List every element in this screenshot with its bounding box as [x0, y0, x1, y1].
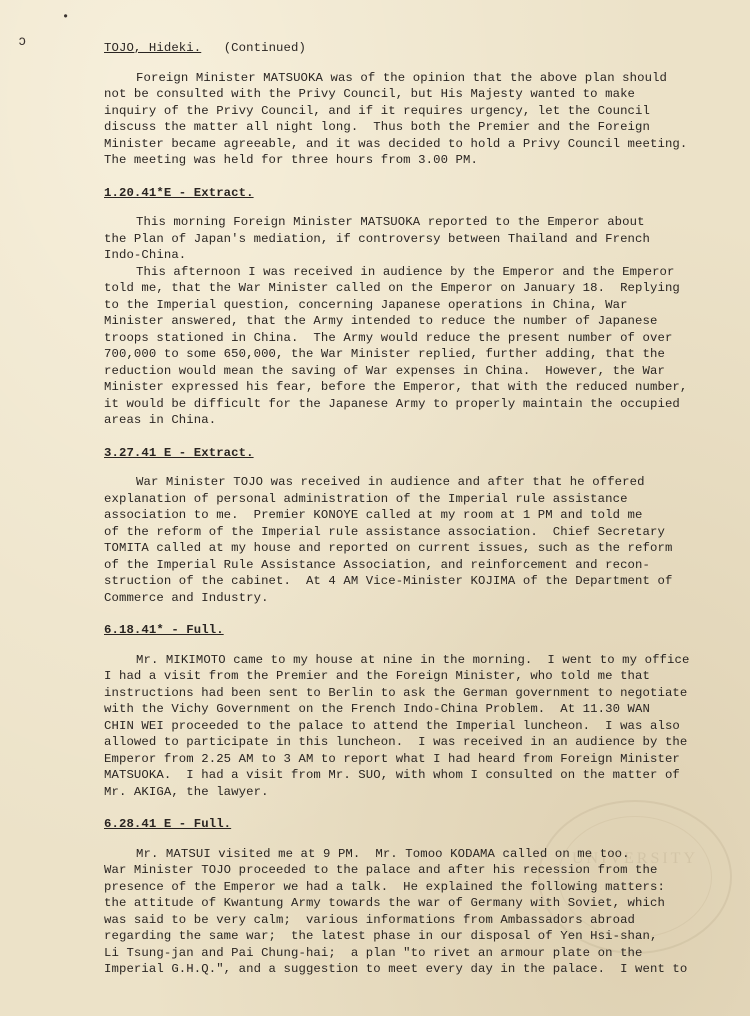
text-line: CHIN WEI proceeded to the palace to attend the Imperial luncheon. I was also	[104, 718, 680, 733]
entry-paragraph	[104, 846, 740, 978]
margin-hook-mark: ↄ	[18, 34, 27, 50]
text-line: Minister expressed his fear, before the Emperor, that with the reduced number,	[104, 380, 688, 394]
document-body	[104, 40, 740, 986]
text-line: MATSUOKA. I had a visit from Mr. SUO, with whom I consulted on the matter of	[104, 768, 680, 782]
diary-entry-4	[104, 808, 740, 978]
text-line: War Minister TOJO was received in audience and after that he offered	[136, 475, 645, 489]
text-line: Foreign Minister MATSUOKA was of the opinion that the above plan should	[136, 70, 668, 85]
text-line: discuss the matter all night long. Thus both the Premier and the Foreign	[104, 120, 650, 134]
text-line: This morning Foreign Minister MATSUOKA reported to the Emperor about	[136, 215, 645, 229]
text-line: Mr. MATSUI visited me at 9 PM. Mr. Tomoo KODAMA called on me too.	[136, 846, 630, 861]
entry-paragraph	[104, 652, 740, 801]
stamp-text: UNIVERSITY	[572, 850, 698, 867]
text-line: troops stationed in China. The Army would reduce the present number of over	[104, 330, 673, 345]
text-line: Indo-China.	[104, 248, 187, 262]
text-line: told me, that the War Minister called on the Emperor on January 18. Replying	[104, 281, 680, 295]
text-line: Commerce and Industry.	[104, 590, 269, 605]
text-line: was said to be very calm; various informations from Ambassadors abroad	[104, 912, 636, 927]
entry-date: 3.27.41 E - Extract.	[104, 445, 254, 460]
text-line: reduction would mean the saving of War expenses in China. However, the War	[104, 363, 665, 378]
text-line: This afternoon I was received in audience by the Emperor and the Emperor	[136, 264, 675, 279]
text-line: explanation of personal administration of the Imperial rule assistance	[104, 491, 628, 506]
page-header	[104, 40, 740, 57]
margin-dot-mark: •	[62, 10, 70, 24]
entry-date: 1.20.41*E - Extract.	[104, 185, 254, 200]
text-line: I had a visit from the Premier and the Foreign Minister, who told me that	[104, 669, 650, 683]
text-line: regarding the same war; the latest phase in our disposal of Yen Hsi-shan,	[104, 929, 658, 943]
text-line: areas in China.	[104, 413, 217, 427]
text-line: War Minister TOJO proceeded to the palace and after his recession from the	[104, 863, 658, 877]
header-continued: (Continued)	[223, 41, 306, 55]
text-line: the Plan of Japan's mediation, if controversy between Thailand and French	[104, 231, 650, 246]
text-line: with the Vichy Government on the French Indo-China Problem. At 11.30 WAN	[104, 702, 650, 716]
text-line: of the reform of the Imperial rule assistance association. Chief Secretary	[104, 524, 665, 539]
text-line: association to me. Premier KONOYE called at my room at 1 PM and told me	[104, 508, 643, 522]
entry-paragraph	[104, 214, 740, 264]
text-line: Minister answered, that the Army intended to reduce the number of Japanese	[104, 314, 658, 328]
text-line: the attitude of Kwantung Army towards the war of Germany with Soviet, which	[104, 896, 665, 910]
text-line: Emperor from 2.25 AM to 3 AM to report what I had heard from Foreign Minister	[104, 751, 680, 766]
text-line: inquiry of the Privy Council, and if it requires urgency, let the Council	[104, 103, 650, 118]
text-line: instructions had been sent to Berlin to ask the German government to negotiate	[104, 685, 688, 700]
text-line: 700,000 to some 650,000, the War Minister replied, further adding, that the	[104, 347, 665, 361]
text-line: The meeting was held for three hours from 3.00 PM.	[104, 153, 478, 167]
text-line: Mr. AKIGA, the lawyer.	[104, 784, 269, 799]
text-line: allowed to participate in this luncheon. I was received in an audience by the	[104, 735, 688, 749]
text-line: it would be difficult for the Japanese Army to properly maintain the occupied	[104, 396, 680, 411]
text-line: to the Imperial question, concerning Japanese operations in China, War	[104, 297, 628, 312]
entry-paragraph	[104, 264, 740, 429]
diary-entry-3	[104, 614, 740, 800]
text-line: Imperial G.H.Q.", and a suggestion to meet every day in the palace. I went to	[104, 962, 688, 976]
text-line: struction of the cabinet. At 4 AM Vice-Minister KOJIMA of the Department of	[104, 574, 673, 588]
entry-paragraph	[104, 474, 740, 606]
entry-date: 6.18.41* - Full.	[104, 623, 224, 637]
entry-date: 6.28.41 E - Full.	[104, 817, 232, 831]
text-line: of the Imperial Rule Assistance Association, and reinforcement and recon-	[104, 557, 650, 572]
diary-entry-1	[104, 177, 740, 429]
text-line: Mr. MIKIMOTO came to my house at nine in the morning. I went to my office	[136, 652, 690, 667]
header-name: TOJO, Hideki.	[104, 41, 202, 55]
diary-entry-2	[104, 437, 740, 607]
intro-paragraph	[104, 70, 740, 169]
text-line: not be consulted with the Privy Council, but His Majesty wanted to make	[104, 87, 636, 101]
text-line: Li Tsung-jan and Pai Chung-hai; a plan "to rivet an armour plate on the	[104, 945, 643, 960]
text-line: presence of the Emperor we had a talk. He explained the following matters:	[104, 879, 665, 894]
text-line: TOMITA called at my house and reported on current issues, such as the reform	[104, 541, 673, 555]
text-line: Minister became agreeable, and it was decided to hold a Privy Council meeting.	[104, 136, 688, 151]
